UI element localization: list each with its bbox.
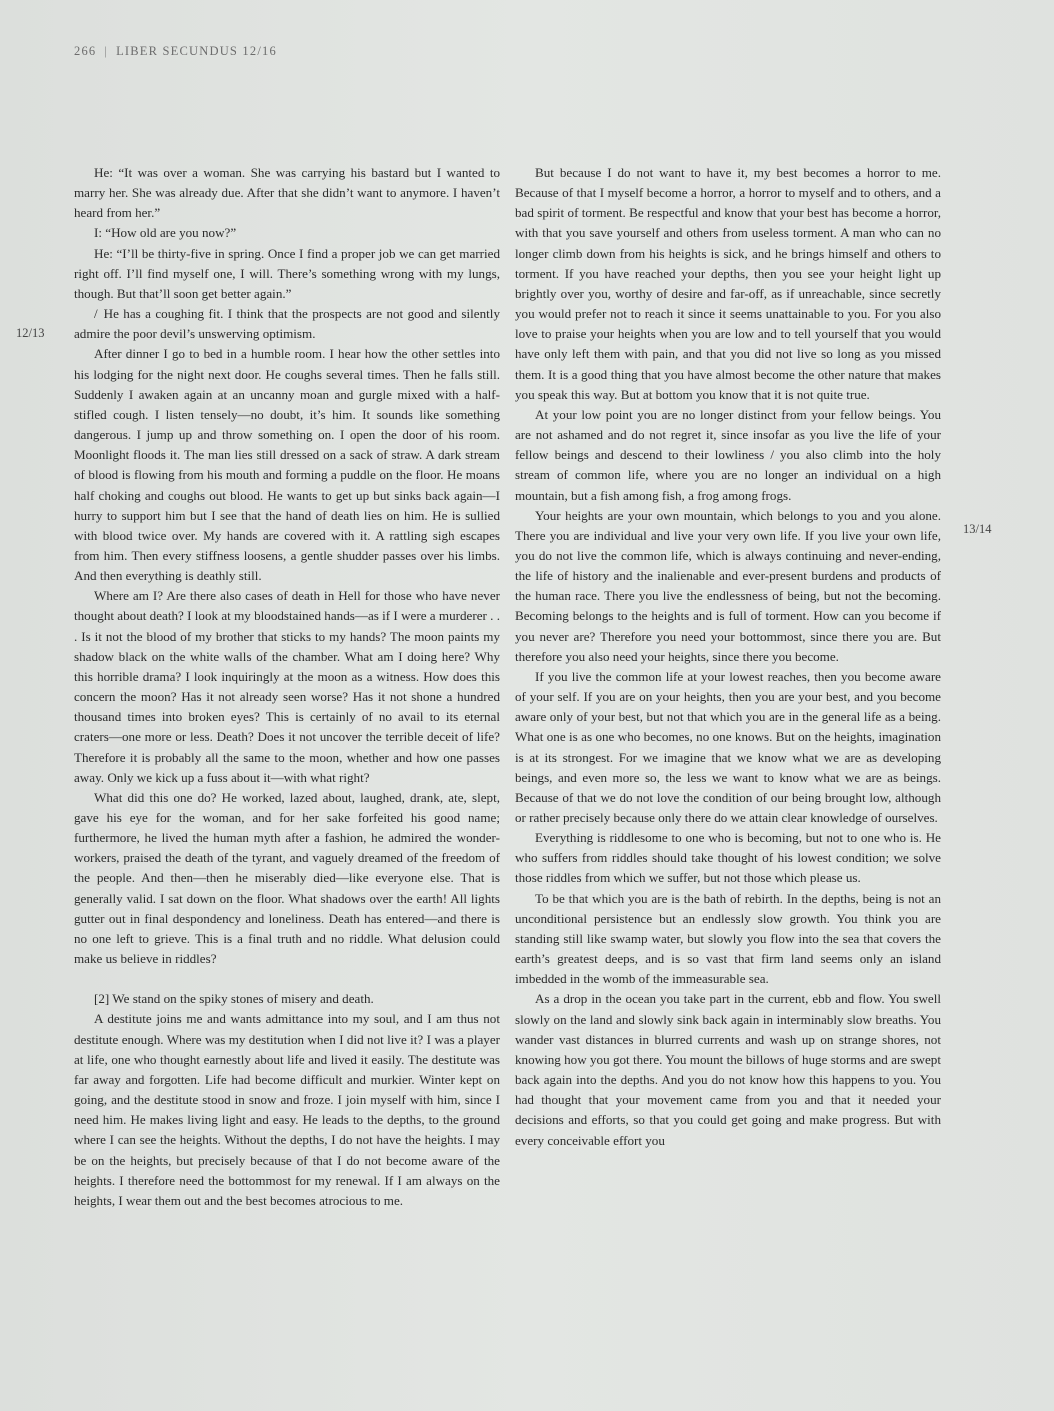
book-title: LIBER SECUNDUS <box>116 44 239 58</box>
margin-note-left: 12/13 <box>16 326 45 340</box>
paragraph-text: He has a coughing fit. I think that the prospects are not good and silently admire the poor devil’s unswerving optimism. <box>74 306 500 342</box>
paragraph <box>515 405 941 506</box>
header-separator: | <box>104 44 109 58</box>
chapter-ref: 12/16 <box>242 44 277 58</box>
section-heading: [2] We stand on the spiky stones of misery and death. <box>94 991 374 1007</box>
paragraph: A destitute joins me and wants admittance into my soul, and I am thus not destitute enough. Where was my destitution when I did not live it? I was a player at life, one who thought earnestly about life and lived it easily. The destitute was far away and forgotten. Life had become difficult and murkier. Winter kept on going, and the destitute stood in snow and froze. I join myself with him, since I need him. He makes living light and easy. He leads to the depths, to the ground where I can see the heights. Without the depths, I do not have the heights. I may be on the heights, but precisely because of that I do not become aware of the heights. I therefore need the bottommost for my renewal. If I am always on the heights, I wear them out and the best becomes atrocious to me. <box>74 1011 500 1208</box>
paragraph: If you live the common life at your lowest reaches, then you become aware of your self. If you are on your heights, then you are your best, and you become aware only of your best, but not that which you are in the general life as a being. What one is as one who becomes, no one knows. But on the heights, imagination is at its strongest. For we imagine that we know what we are as developing beings, and even more so, the less we want to know what we are as beings. Because of that we do not love the condition of our being brought low, although or rather precisely because only there do we attain clear knowledge of ourselves. <box>515 668 941 825</box>
paragraph-text: At your low point you are no longer distinct from your fellow beings. You are not ashamed and do not regret it, since insofar as you live the life of your fellow beings and descend to their lowliness <box>515 406 941 463</box>
page-break-slash: / <box>770 447 775 463</box>
paragraph <box>74 304 500 344</box>
paragraph: Your heights are your own mountain, which belongs to you and you alone. There you are individual and live your very own life. If you live your own life, you do not live the common life, which is always continuing and never-ending, the life of history and the inalienable and ever-present burdens and products of the human race. There you live the endlessness of being, but not the becoming. Becoming belongs to the heights and is full of torment. How can you become if you never are? Therefore you need your bottommost, since there you are. But therefore you also need your heights, since there you become. <box>515 507 941 664</box>
page-number: 266 <box>74 44 97 58</box>
margin-note-right: 13/14 <box>963 522 992 536</box>
running-head <box>74 44 277 59</box>
paragraph-text: you also climb into the holy stream of common life, where you are no longer an individual on a high mountain, but a fish among fish, a frog among frogs. <box>515 447 941 503</box>
paragraph: Everything is riddlesome to one who is becoming, but not to one who is. He who suffers from riddles should take thought of his lowest condition; we solve those riddles from which we suffer, but not those which please us. <box>515 830 941 886</box>
paragraph: He: “I’ll be thirty-five in spring. Once I find a proper job we can get married right off. I’ll find myself one, I will. There’s something wrong with my lungs, though. But that’ll soon get better again.” <box>74 245 500 301</box>
paragraph: What did this one do? He worked, lazed about, laughed, drank, ate, slept, gave his eye for the woman, and for her sake forfeited his good name; furthermore, he lived the human myth after a fashion, he admired the wonder-workers, praised the death of the tyrant, and vaguely dreamed of the freedom of the people. And then—then he miserably died—like everyone else. That is generally valid. I sat down on the floor. What shadows over the earth! All lights gutter out in final despondency and loneliness. Death has entered—and there is no one left to grieve. This is a final truth and no riddle. What delusion could make us believe in riddles? <box>74 789 500 967</box>
paragraph: He: “It was over a woman. She was carrying his bastard but I wanted to marry her. She was already due. After that she didn’t want to anymore. I haven’t heard from her.” <box>74 165 500 221</box>
paragraph: After dinner I go to bed in a humble room. I hear how the other settles into his lodging for the night next door. He coughs several times. Then he falls still. Suddenly I awaken again at an uncanny moan and gurgle mixed with a half-stifled cough. I listen tensely—no doubt, it’s him. It sounds like something dangerous. I jump up and throw something on. I open the door of his room. Moonlight floods it. The man lies still dressed on a sack of straw. A dark stream of blood is flowing from his mouth and forming a puddle on the floor. He moans half choking and coughs out blood. He wants to get up but sinks back again—I hurry to support him but I see that the hand of death lies on him. He is sullied with blood twice over. My hands are covered with it. A rattling sigh escapes from him. Then every stiffness loosens, a gentle shudder passes over his limbs. And then everything is deathly still. <box>74 346 500 584</box>
paragraph: I: “How old are you now?” <box>94 225 237 241</box>
left-column <box>74 163 500 1211</box>
right-column <box>515 163 941 1151</box>
page-break-slash: / <box>94 306 98 322</box>
paragraph: But because I do not want to have it, my best becomes a horror to me. Because of that I myself become a horror, a horror to myself and to others, and a bad spirit of torment. Be respectful and know that your best has become a horror, with that you save yourself and others from useless torment. A man who can no longer climb down from his heights is sick, and he brings himself and others to torment. If you have reached your depths, then you see your height light up brightly over you, worthy of desire and far-off, as if unreachable, since secretly you would prefer not to reach it since it seems unattainable to you. For you also love to praise your heights when you are low and to tell yourself that you would have only left them with pain, and that you did not live so long as you missed them. It is a good thing that you have almost become the other nature that makes you speak this way. But at bottom you know that it is not quite true. <box>515 165 941 402</box>
paragraph: Where am I? Are there also cases of death in Hell for those who have never thought about death? I look at my bloodstained hands—as if I were a murderer . . . Is it not the blood of my brother that sticks to my hands? The moon paints my shadow black on the white walls of the chamber. What am I doing here? Why this horrible drama? I look inquiringly at the moon as a witness. How does this concern the moon? Has it not already seen worse? Has it not shone a hundred thousand times into broken eyes? This is certainly of no avail to its eternal craters—one more or less. Death? Does it not uncover the terrible deceit of life? Therefore it is probably all the same to the moon, whether and how one passes away. Only we kick up a fuss about it—with what right? <box>74 588 500 785</box>
paragraph: To be that which you are is the bath of rebirth. In the depths, being is not an unconditional persistence but an endlessly slow growth. You think you are standing still like swamp water, but slowly you flow into the sea that covers the earth’s greatest deeps, and is so vast that firm land seems only an island imbedded in the womb of the immeasurable sea. <box>515 890 941 987</box>
paragraph: As a drop in the ocean you take part in the current, ebb and flow. You swell slowly on the land and slowly sink back again in interminably slow breaths. You wander vast distances in blurred currents and wash up on strange shores, not knowing how you got there. You mount the billows of huge storms and are swept back again into the depths. And you do not know how this happens to you. You had thought that your movement came from you and that it needed your decisions and efforts, so that you could get going and make progress. But with every conceivable effort you <box>515 991 941 1148</box>
